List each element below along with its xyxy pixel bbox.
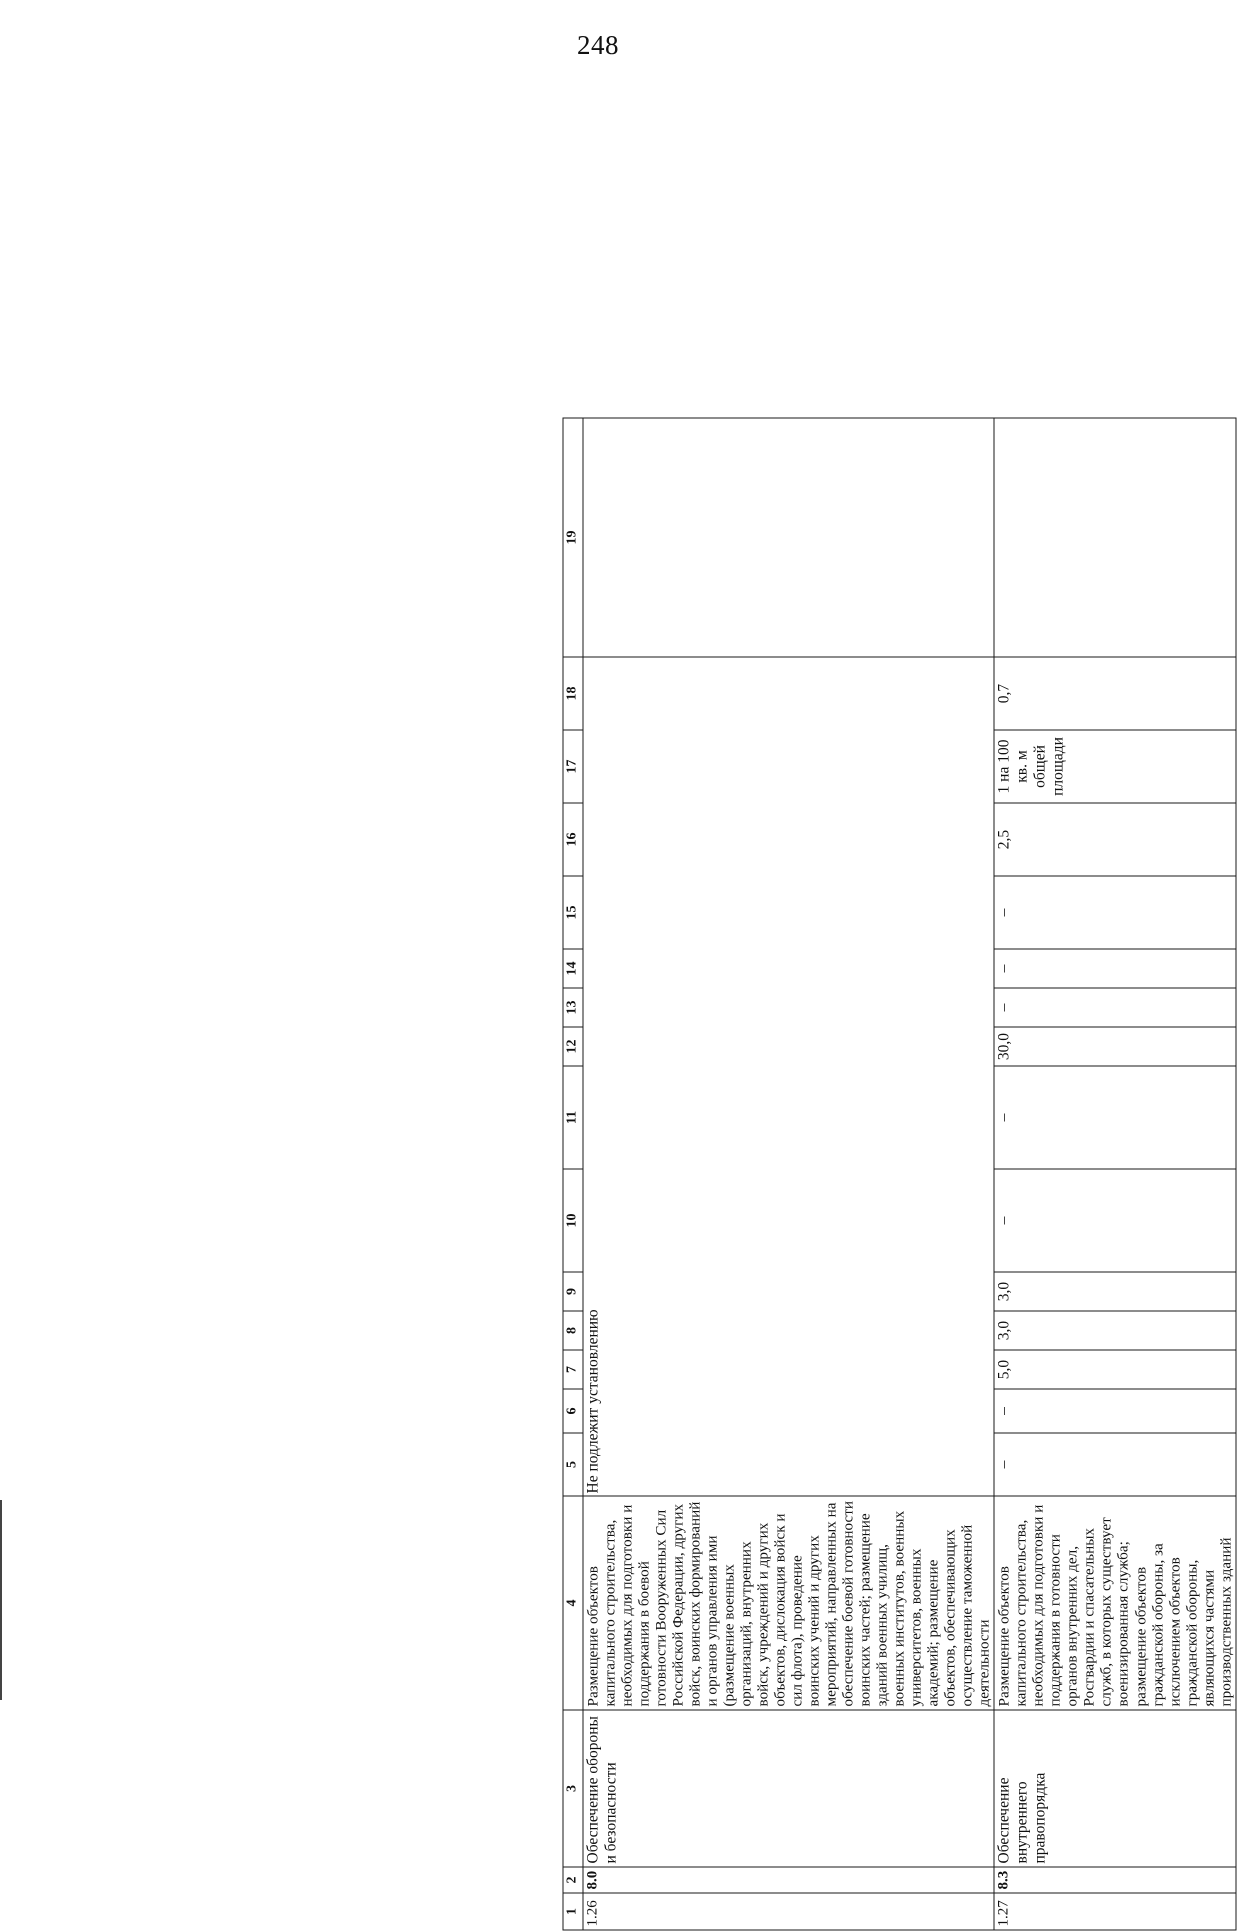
col-header: 4 xyxy=(563,1496,583,1710)
col-header: 14 xyxy=(563,949,583,988)
col-header: 10 xyxy=(563,1169,583,1272)
col-header: 9 xyxy=(563,1272,583,1311)
cell-c8: 3,0 xyxy=(994,1311,1236,1350)
row-number: 1.26 xyxy=(583,1893,994,1930)
cell-c5: – xyxy=(994,1433,1236,1496)
row-name: Обеспечение внутреннего правопорядка xyxy=(994,1710,1236,1867)
cell-c7: 5,0 xyxy=(994,1350,1236,1389)
row-description: Размещение объектов капитального строительства, необходимых для подготовки и поддержания в готовности органов внутренних дел, Росгвардии и спасательных служб, в которых существует военизированная служба; размещение объектов гражданской обороны, за исключением объектов гражданской обороны, являющихся частями производственных зданий xyxy=(994,1496,1236,1710)
page-number: 248 xyxy=(577,30,619,60)
cell-c13: – xyxy=(994,988,1236,1027)
header-row xyxy=(563,418,583,1930)
merged-note: Не подлежит установлению xyxy=(583,657,994,1496)
cell-c12: 30,0 xyxy=(994,1027,1236,1066)
scan-edge-mark xyxy=(0,1500,2,1700)
col-header: 17 xyxy=(563,730,583,803)
row-number: 1.27 xyxy=(994,1893,1236,1930)
cell-c16: 2,5 xyxy=(994,803,1236,876)
col-header: 18 xyxy=(563,657,583,730)
cell-c11: – xyxy=(994,1066,1236,1169)
row-code: 8.0 xyxy=(583,1867,994,1893)
cell-c9: 3,0 xyxy=(994,1272,1236,1311)
regulation-table-rotated xyxy=(563,419,1235,1931)
table-row xyxy=(583,418,994,1930)
regulation-table xyxy=(563,418,1237,1931)
col-header: 2 xyxy=(563,1867,583,1893)
row-description: Размещение объектов капитального строительства, необходимых для подготовки и поддержания в боевой готовности Вооруженных Сил Российской Федерации, других войск, воинских формирований и органов управления ими (размещение военных организаций, внутренних войск, учреждений и других объектов, дислокация войск и сил флота), проведение воинских учений и других мероприятий, направленных на обеспечение боевой готовности воинских частей; размещение зданий военных училищ, военных институтов, военных университетов, военных академий; размещение объектов, обеспечивающих осуществление таможенной деятельности xyxy=(583,1496,994,1710)
cell-c19 xyxy=(583,418,994,657)
col-header: 1 xyxy=(563,1893,583,1930)
col-header: 15 xyxy=(563,876,583,949)
col-header: 5 xyxy=(563,1433,583,1496)
col-header: 11 xyxy=(563,1066,583,1169)
cell-c6: – xyxy=(994,1389,1236,1433)
col-header: 7 xyxy=(563,1350,583,1389)
col-header: 19 xyxy=(563,418,583,657)
row-code: 8.3 xyxy=(994,1867,1236,1893)
cell-c15: – xyxy=(994,876,1236,949)
cell-c19 xyxy=(994,418,1236,657)
cell-c17: 1 на 100 кв. м общей площади xyxy=(994,730,1236,803)
col-header: 6 xyxy=(563,1389,583,1433)
table-row xyxy=(994,418,1236,1930)
col-header: 8 xyxy=(563,1311,583,1350)
col-header: 12 xyxy=(563,1027,583,1066)
col-header: 16 xyxy=(563,803,583,876)
row-name: Обеспечение обороны и безопасности xyxy=(583,1710,994,1867)
cell-c14: – xyxy=(994,949,1236,988)
col-header: 3 xyxy=(563,1710,583,1867)
cell-c10: – xyxy=(994,1169,1236,1272)
cell-c18: 0,7 xyxy=(994,657,1236,730)
col-header: 13 xyxy=(563,988,583,1027)
